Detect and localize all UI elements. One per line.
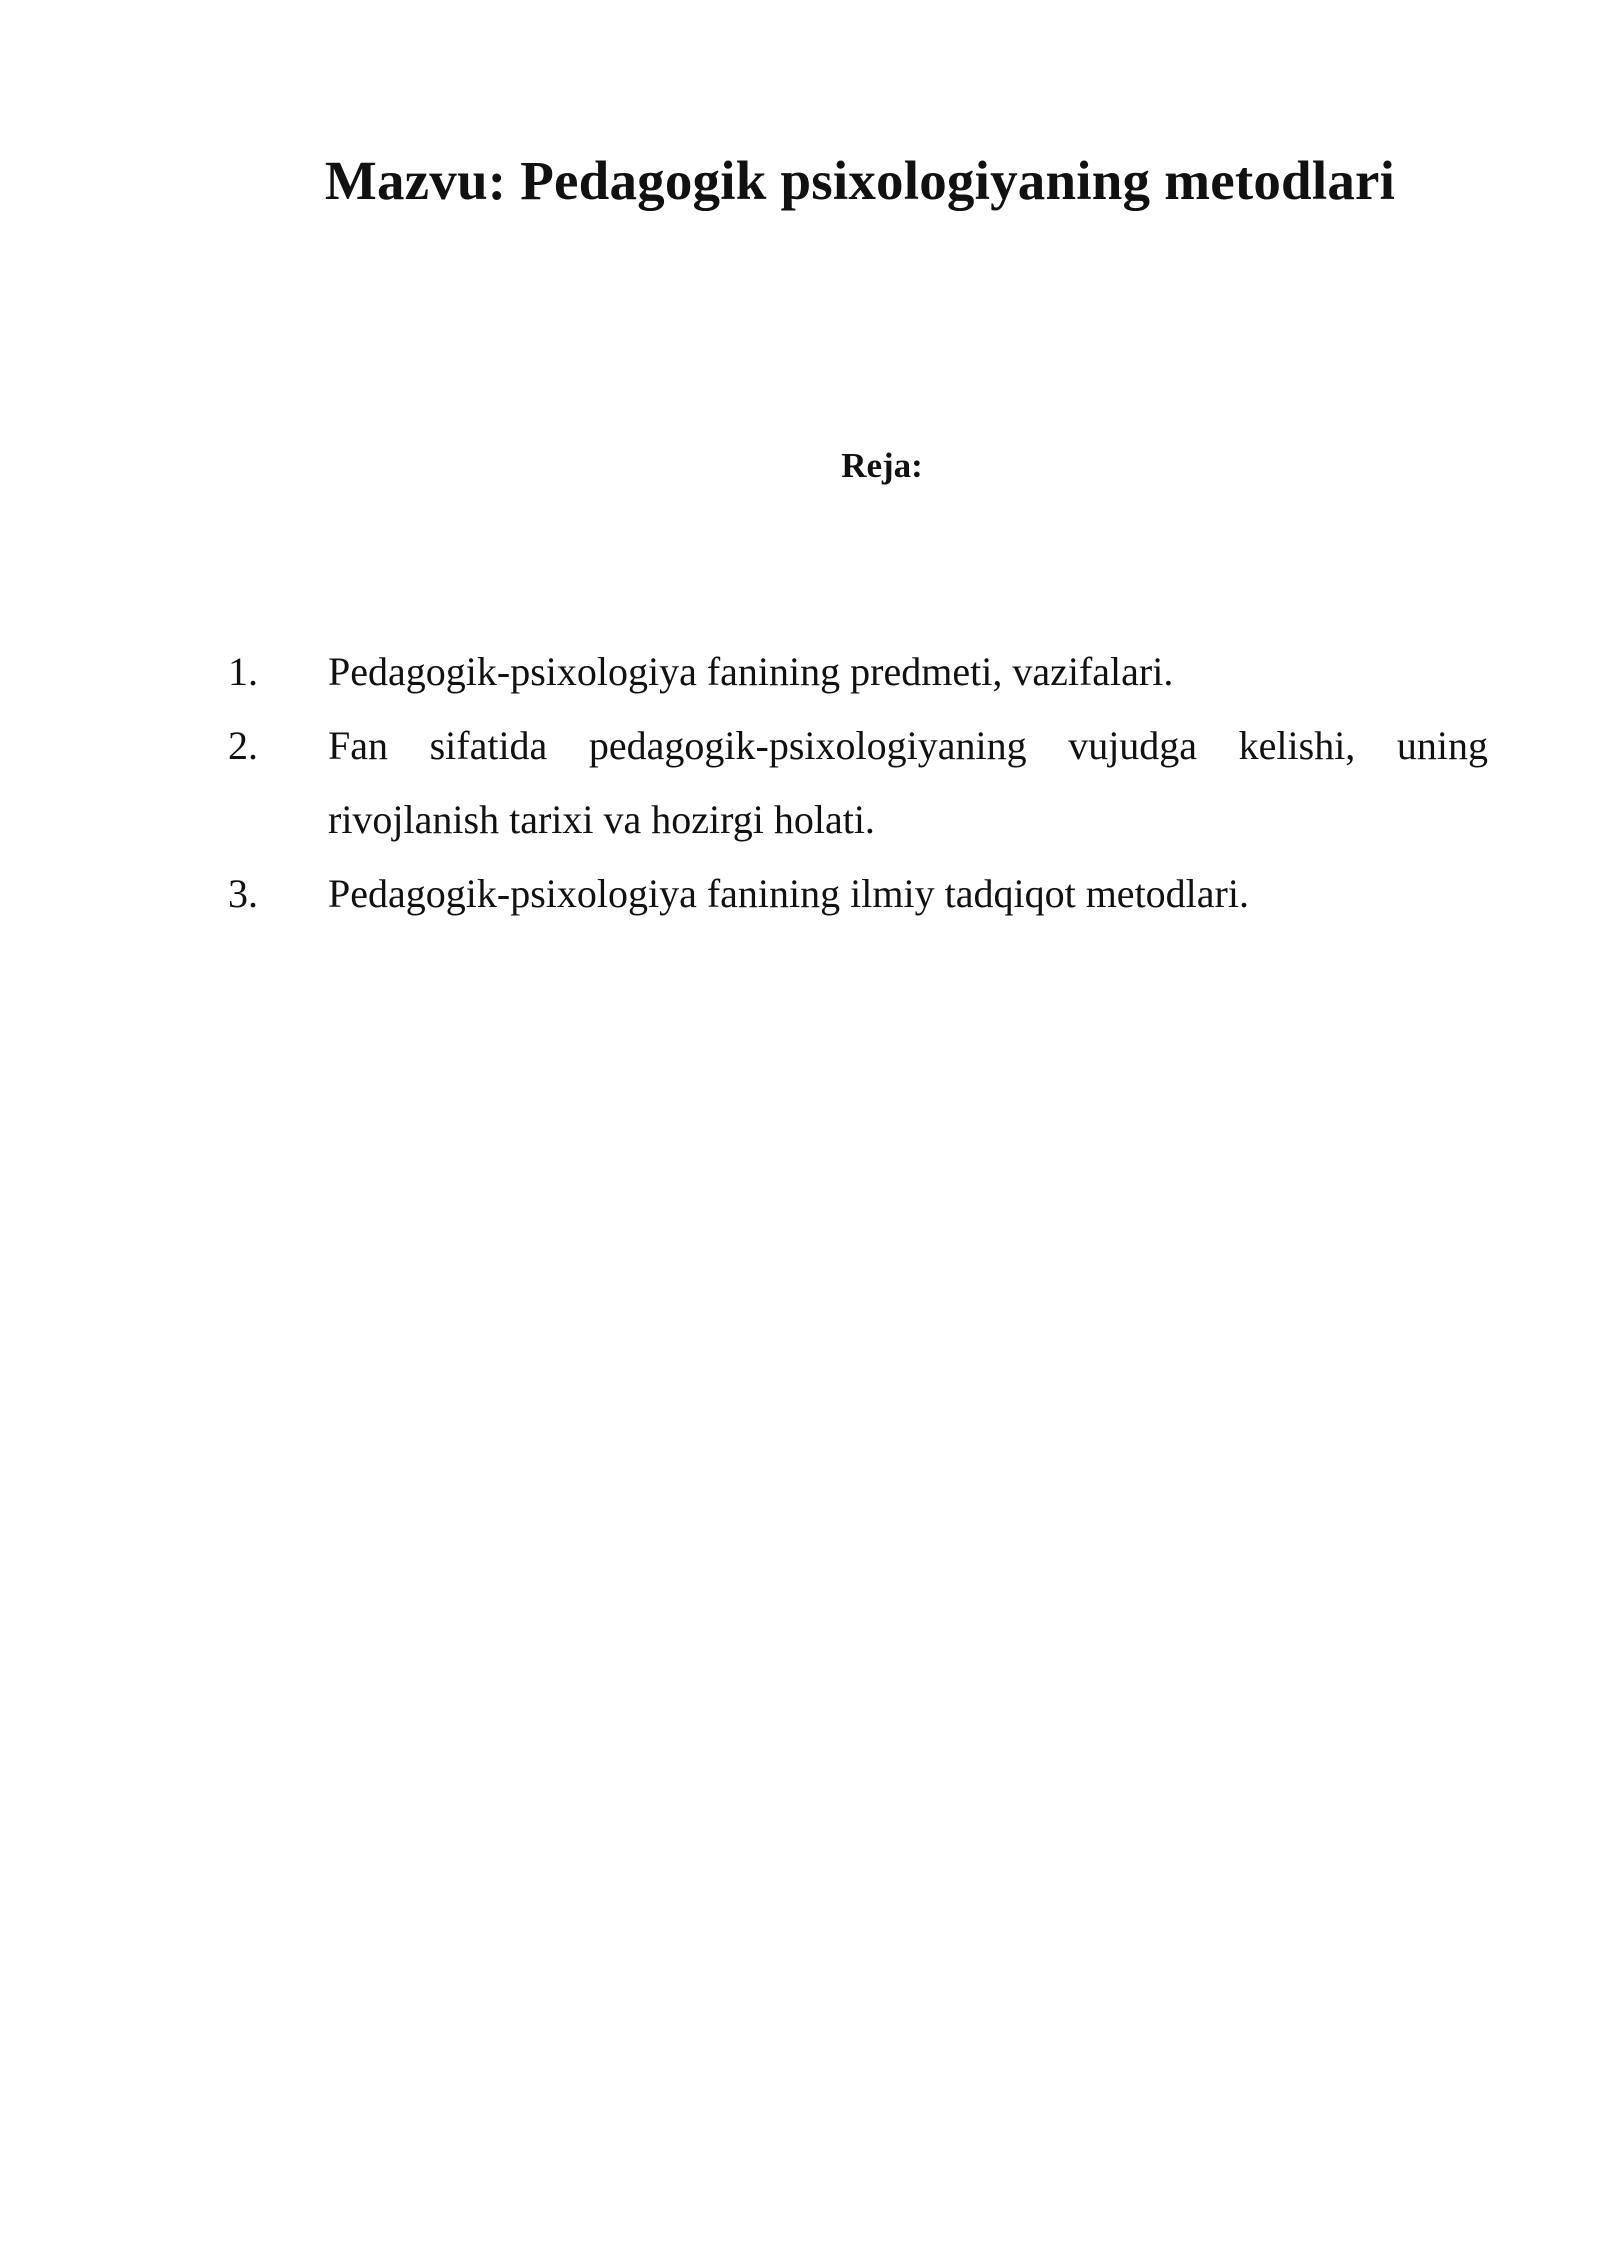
plan-item-text: Pedagogik-psixologiya fanining predmeti, vazifalari. (328, 649, 1174, 694)
plan-item-text: Fan sifatida pedagogik-psixologiyaning vujudga kelishi, uning rivojlanish tarixi va hozirgi holati. (328, 723, 1488, 842)
plan-item-text: Pedagogik-psixologiya fanining ilmiy tadqiqot metodlari. (328, 871, 1249, 916)
plan-item-3 (228, 857, 1488, 931)
plan-item-1 (228, 635, 1488, 709)
plan-list (228, 635, 1488, 931)
plan-item-number: 1. (228, 649, 258, 694)
plan-item-number: 2. (228, 723, 258, 768)
plan-item-2 (228, 709, 1488, 857)
plan-item-number: 3. (228, 871, 258, 916)
page-title: Mazvu: Pedagogik psixologiyaning metodlari (324, 150, 1396, 211)
plan-heading: Reja: (841, 446, 923, 485)
